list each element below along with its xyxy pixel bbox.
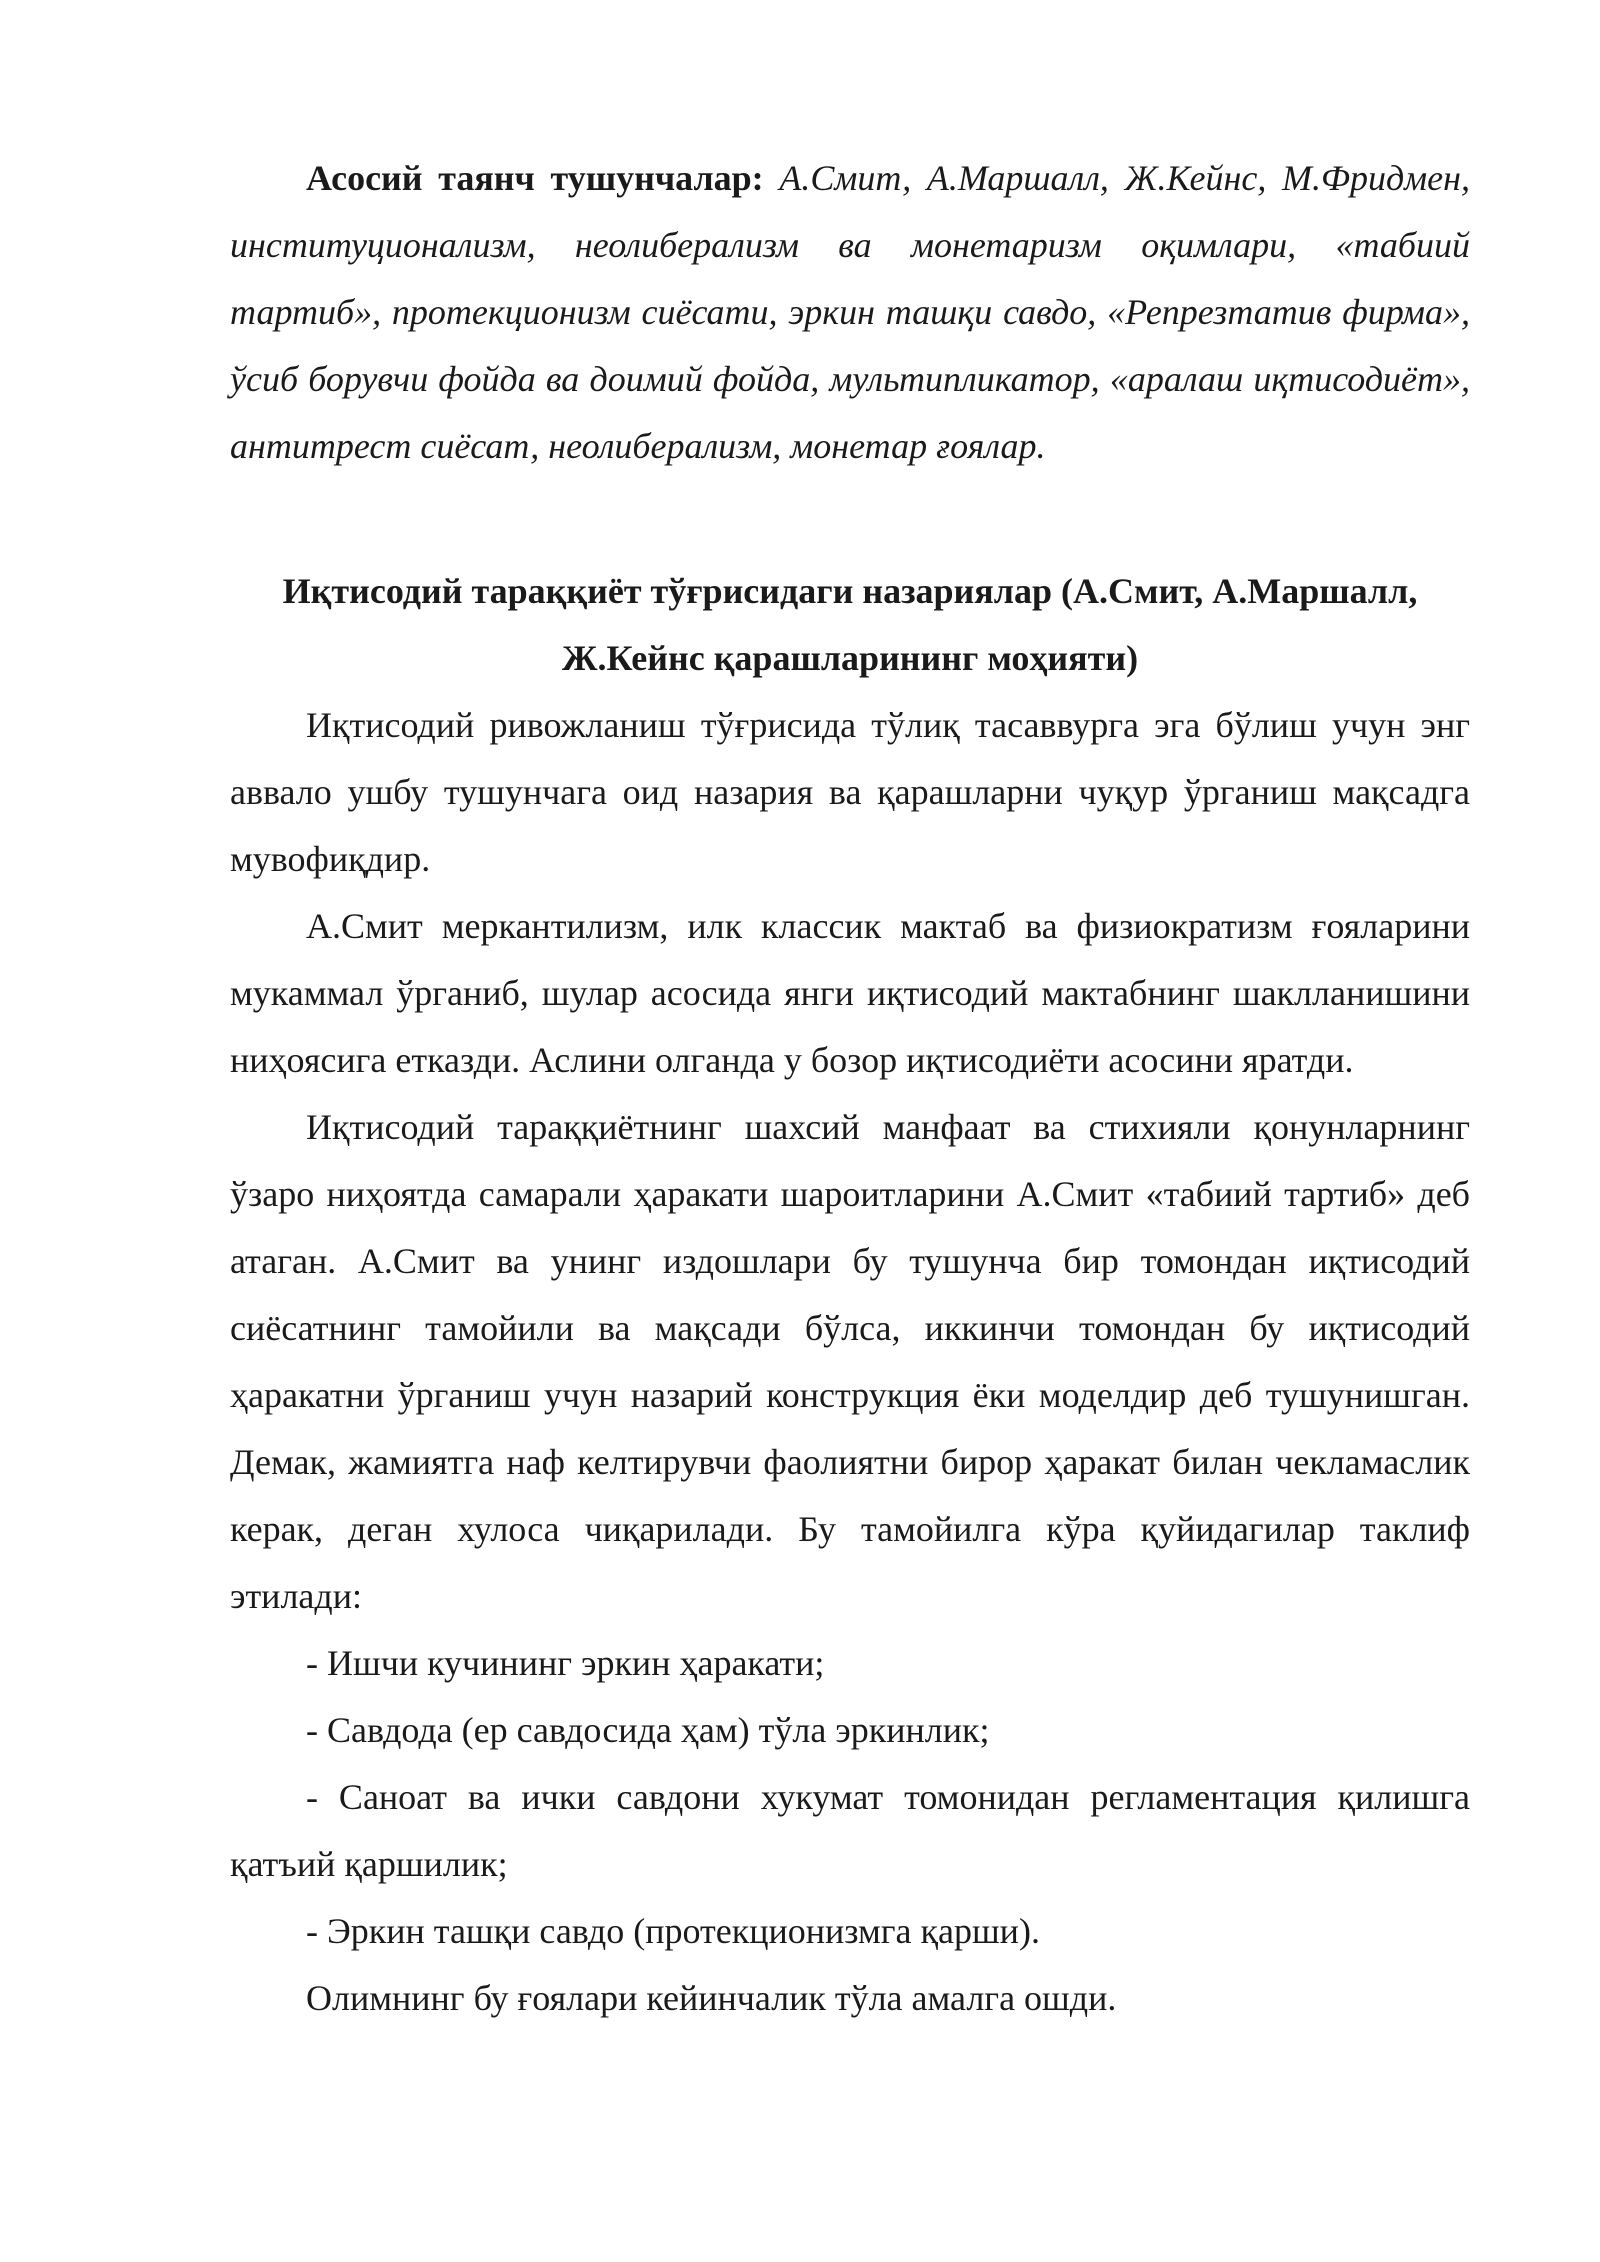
list-item: - Ишчи кучининг эркин ҳаракати; bbox=[306, 1643, 825, 1683]
body-paragraph: А.Смит меркантилизм, илк классик мактаб ва физиократизм ғояларини мукаммал ўрганиб, шулар асосида янги иқтисодий мактабнинг шаклланишини ниҳоясига етказди. Аслини олганда у бозор иқтисодиёти асосини яратди. bbox=[230, 906, 1470, 1080]
keywords-label: Асосий таянч тушунчалар: bbox=[306, 158, 764, 198]
list-item: - Савдода (ер савдосида ҳам) тўла эркинлик; bbox=[306, 1710, 990, 1750]
section-heading bbox=[230, 558, 1470, 692]
list-item: - Саноат ва ички савдони хукумат томонидан регламентация қилишга қатъий қаршилик; bbox=[230, 1777, 1470, 1884]
list-item: - Эркин ташқи савдо (протекционизмга қарши). bbox=[306, 1911, 1040, 1951]
keywords-text: А.Смит, А.Маршалл, Ж.Кейнс, М.Фридмен, институционализм, неолиберализм ва монетаризм оқимлари, «табиий тартиб», протекционизм сиёсати, эркин ташқи савдо, «Репрезтатив фирма», ўсиб борувчи фойда ва доимий фойда, мультипликатор, «аралаш иқтисодиёт», антитрест сиёсат, неолиберализм, монетар ғоялар. bbox=[230, 158, 1470, 466]
body-paragraph: Иқтисодий ривожланиш тўғрисида тўлиқ тасаввурга эга бўлиш учун энг аввало ушбу тушунчага оид назария ва қарашларни чуқур ўрганиш мақсадга мувофиқдир. bbox=[230, 705, 1470, 879]
section-heading-line-1: Иқтисодий тараққиёт тўғрисидаги назариялар (А.Смит, А.Маршалл, bbox=[282, 571, 1418, 611]
keywords-paragraph bbox=[230, 145, 1470, 480]
closing-paragraph: Олимнинг бу ғоялари кейинчалик тўла амалга ошди. bbox=[306, 1978, 1117, 2018]
body-paragraph: Иқтисодий тараққиётнинг шахсий манфаат ва стихияли қонунларнинг ўзаро ниҳоятда самарали ҳаракати шароитларини А.Смит «табиий тартиб» деб атаган. А.Смит ва унинг издошлари бу тушунча бир томондан иқтисодий сиёсатнинг тамойили ва мақсади бўлса, иккинчи томондан бу иқтисодий ҳаракатни ўрганиш учун назарий конструкция ёки моделдир деб тушунишган. Демак, жамиятга наф келтирувчи фаолиятни бирор ҳаракат билан чекламаслик керак, деган хулоса чиқарилади. Бу тамойилга кўра қуйидагилар таклиф этилади: bbox=[230, 1107, 1470, 1616]
section-heading-line-2: Ж.Кейнс қарашларининг моҳияти) bbox=[561, 638, 1139, 678]
